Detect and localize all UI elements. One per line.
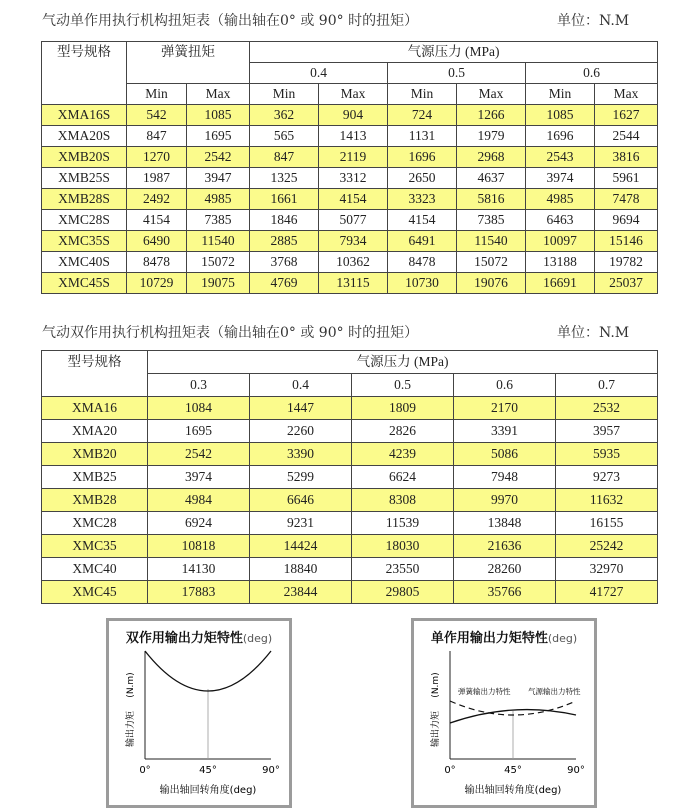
- torque-value-cell: 3947: [187, 168, 250, 189]
- header-min: Min: [127, 84, 187, 105]
- x-axis-label: 输出轴回转角度(deg): [464, 785, 562, 796]
- table2-caption: 气动双作用执行机构扭矩表（输出轴在0° 或 90° 时的扭矩）: [42, 325, 419, 341]
- model-cell: XMB25: [42, 466, 148, 489]
- y-axis-unit: (N.m): [431, 672, 441, 698]
- model-cell: XMC35S: [42, 231, 127, 252]
- torque-value-cell: 7385: [457, 210, 526, 231]
- torque-value-cell: 1846: [250, 210, 319, 231]
- torque-value-cell: 362: [250, 105, 319, 126]
- torque-value-cell: 3390: [250, 443, 352, 466]
- torque-value-cell: 5299: [250, 466, 352, 489]
- torque-value-cell: 6624: [352, 466, 454, 489]
- model-cell: XMC28S: [42, 210, 127, 231]
- header-spring-torque: 弹簧扭矩: [127, 42, 250, 84]
- torque-value-cell: 9970: [454, 489, 556, 512]
- torque-value-cell: 2650: [388, 168, 457, 189]
- torque-value-cell: 1085: [187, 105, 250, 126]
- torque-value-cell: 13188: [526, 252, 595, 273]
- torque-value-cell: 19075: [187, 273, 250, 294]
- torque-value-cell: 25242: [556, 535, 658, 558]
- table-row: [42, 420, 658, 443]
- x-tick-label: 90°: [567, 765, 585, 776]
- torque-value-cell: 16155: [556, 512, 658, 535]
- model-cell: XMC35: [42, 535, 148, 558]
- y-axis-label: 输出力矩: [126, 710, 136, 748]
- torque-value-cell: 15146: [595, 231, 658, 252]
- torque-value-cell: 6646: [250, 489, 352, 512]
- chart-title-unit: (deg): [547, 632, 578, 645]
- table-row: [42, 147, 658, 168]
- table-row: [42, 231, 658, 252]
- torque-value-cell: 5961: [595, 168, 658, 189]
- x-tick-label: 90°: [262, 765, 280, 776]
- torque-value-cell: 4154: [319, 189, 388, 210]
- torque-value-cell: 1266: [457, 105, 526, 126]
- table-row: [42, 126, 658, 147]
- torque-value-cell: 14424: [250, 535, 352, 558]
- torque-value-cell: 7385: [187, 210, 250, 231]
- torque-value-cell: 3323: [388, 189, 457, 210]
- torque-value-cell: 4769: [250, 273, 319, 294]
- torque-value-cell: 5086: [454, 443, 556, 466]
- torque-value-cell: 724: [388, 105, 457, 126]
- torque-value-cell: 1695: [148, 420, 250, 443]
- torque-value-cell: 11540: [187, 231, 250, 252]
- y-axis-unit: (N.m): [126, 672, 136, 698]
- torque-value-cell: 10818: [148, 535, 250, 558]
- table-row: [42, 397, 658, 420]
- header-pressure: 0.6: [454, 374, 556, 397]
- torque-value-cell: 1987: [127, 168, 187, 189]
- torque-value-cell: 542: [127, 105, 187, 126]
- header-pressure: 0.3: [148, 374, 250, 397]
- torque-value-cell: 5935: [556, 443, 658, 466]
- torque-value-cell: 11540: [457, 231, 526, 252]
- series-air-label: 气源输出力特性: [528, 687, 581, 696]
- torque-value-cell: 3391: [454, 420, 556, 443]
- model-cell: XMB28: [42, 489, 148, 512]
- torque-value-cell: 1084: [148, 397, 250, 420]
- table-row: [42, 189, 658, 210]
- header-pressure: 0.5: [352, 374, 454, 397]
- header-min: Min: [250, 84, 319, 105]
- table-row: [42, 443, 658, 466]
- header-model: 型号规格: [42, 42, 127, 105]
- torque-value-cell: 8478: [388, 252, 457, 273]
- torque-value-cell: 41727: [556, 581, 658, 604]
- torque-value-cell: 9231: [250, 512, 352, 535]
- chart-title-text: 单作用输出力矩特性: [430, 631, 548, 646]
- torque-value-cell: 9273: [556, 466, 658, 489]
- torque-value-cell: 1979: [457, 126, 526, 147]
- table-row: [42, 535, 658, 558]
- torque-value-cell: 6491: [388, 231, 457, 252]
- torque-value-cell: 9694: [595, 210, 658, 231]
- model-cell: XMC28: [42, 512, 148, 535]
- model-cell: XMB20: [42, 443, 148, 466]
- chart-plot: [109, 621, 289, 805]
- torque-value-cell: 13115: [319, 273, 388, 294]
- header-pressure: 0.6: [526, 63, 658, 84]
- chart-plot: [414, 621, 594, 805]
- header-pressure: 0.4: [250, 374, 352, 397]
- table-row: [42, 558, 658, 581]
- torque-value-cell: 19782: [595, 252, 658, 273]
- table-row: [42, 273, 658, 294]
- torque-value-cell: 23550: [352, 558, 454, 581]
- header-max: Max: [595, 84, 658, 105]
- x-tick-label: 45°: [504, 765, 522, 776]
- torque-value-cell: 18030: [352, 535, 454, 558]
- model-cell: XMC40S: [42, 252, 127, 273]
- table-row: [42, 512, 658, 535]
- torque-value-cell: 1447: [250, 397, 352, 420]
- torque-value-cell: 6924: [148, 512, 250, 535]
- torque-value-cell: 28260: [454, 558, 556, 581]
- model-cell: XMA20S: [42, 126, 127, 147]
- torque-value-cell: 13848: [454, 512, 556, 535]
- torque-value-cell: 1325: [250, 168, 319, 189]
- torque-value-cell: 1696: [526, 126, 595, 147]
- model-cell: XMA16S: [42, 105, 127, 126]
- double-acting-torque-table: [41, 350, 658, 604]
- torque-value-cell: 4985: [526, 189, 595, 210]
- torque-value-cell: 19076: [457, 273, 526, 294]
- torque-value-cell: 1131: [388, 126, 457, 147]
- torque-value-cell: 6463: [526, 210, 595, 231]
- torque-value-cell: 8478: [127, 252, 187, 273]
- x-tick-label: 0°: [139, 765, 151, 776]
- torque-value-cell: 11539: [352, 512, 454, 535]
- single-acting-torque-table: [41, 41, 658, 294]
- x-tick-label: 45°: [199, 765, 217, 776]
- torque-value-cell: 35766: [454, 581, 556, 604]
- model-cell: XMA20: [42, 420, 148, 443]
- table-row: [42, 252, 658, 273]
- torque-value-cell: 2542: [187, 147, 250, 168]
- table-row: [42, 581, 658, 604]
- torque-value-cell: 10362: [319, 252, 388, 273]
- series-spring-label: 弹簧输出力特性: [458, 687, 511, 696]
- header-pressure: 0.7: [556, 374, 658, 397]
- torque-value-cell: 4984: [148, 489, 250, 512]
- header-pressure: 0.4: [250, 63, 388, 84]
- model-cell: XMC40: [42, 558, 148, 581]
- torque-value-cell: 1809: [352, 397, 454, 420]
- header-max: Max: [187, 84, 250, 105]
- y-axis-label: 输出力矩: [431, 710, 441, 748]
- torque-value-cell: 847: [250, 147, 319, 168]
- header-model: 型号规格: [42, 351, 148, 397]
- torque-value-cell: 565: [250, 126, 319, 147]
- table-row: [42, 489, 658, 512]
- torque-value-cell: 17883: [148, 581, 250, 604]
- single-acting-torque-chart: [411, 618, 597, 808]
- torque-value-cell: 32970: [556, 558, 658, 581]
- chart-title-text: 双作用输出力矩特性: [125, 631, 243, 646]
- torque-value-cell: 904: [319, 105, 388, 126]
- table1-unit: 单位：N.M: [557, 13, 630, 29]
- torque-value-cell: 2119: [319, 147, 388, 168]
- header-max: Max: [319, 84, 388, 105]
- model-cell: XMB20S: [42, 147, 127, 168]
- model-cell: XMC45S: [42, 273, 127, 294]
- model-cell: XMB25S: [42, 168, 127, 189]
- torque-value-cell: 4637: [457, 168, 526, 189]
- torque-value-cell: 21636: [454, 535, 556, 558]
- torque-value-cell: 1661: [250, 189, 319, 210]
- torque-value-cell: 3768: [250, 252, 319, 273]
- table-row: [42, 466, 658, 489]
- torque-value-cell: 2544: [595, 126, 658, 147]
- torque-value-cell: 15072: [457, 252, 526, 273]
- torque-value-cell: 2968: [457, 147, 526, 168]
- header-min: Min: [388, 84, 457, 105]
- torque-value-cell: 8308: [352, 489, 454, 512]
- torque-value-cell: 1696: [388, 147, 457, 168]
- chart-title-unit: (deg): [242, 632, 273, 645]
- torque-value-cell: 847: [127, 126, 187, 147]
- model-cell: XMC45: [42, 581, 148, 604]
- torque-value-cell: 10730: [388, 273, 457, 294]
- torque-value-cell: 10097: [526, 231, 595, 252]
- table2-unit: 单位：N.M: [557, 325, 630, 341]
- torque-value-cell: 3974: [526, 168, 595, 189]
- torque-value-cell: 4154: [388, 210, 457, 231]
- torque-value-cell: 1695: [187, 126, 250, 147]
- torque-value-cell: 4239: [352, 443, 454, 466]
- table1-caption: 气动单作用执行机构扭矩表（输出轴在0° 或 90° 时的扭矩）: [42, 13, 419, 29]
- x-axis-label: 输出轴回转角度(deg): [159, 785, 257, 796]
- torque-value-cell: 4985: [187, 189, 250, 210]
- torque-value-cell: 7948: [454, 466, 556, 489]
- torque-value-cell: 4154: [127, 210, 187, 231]
- torque-value-cell: 1085: [526, 105, 595, 126]
- double-acting-torque-chart: [106, 618, 292, 808]
- torque-value-cell: 1270: [127, 147, 187, 168]
- torque-value-cell: 18840: [250, 558, 352, 581]
- model-cell: XMA16: [42, 397, 148, 420]
- header-pressure: 0.5: [388, 63, 526, 84]
- torque-value-cell: 1627: [595, 105, 658, 126]
- torque-value-cell: 23844: [250, 581, 352, 604]
- torque-value-cell: 5077: [319, 210, 388, 231]
- torque-value-cell: 10729: [127, 273, 187, 294]
- model-cell: XMB28S: [42, 189, 127, 210]
- torque-value-cell: 25037: [595, 273, 658, 294]
- header-max: Max: [457, 84, 526, 105]
- torque-value-cell: 16691: [526, 273, 595, 294]
- torque-value-cell: 2543: [526, 147, 595, 168]
- torque-value-cell: 2260: [250, 420, 352, 443]
- torque-value-cell: 2532: [556, 397, 658, 420]
- torque-value-cell: 1413: [319, 126, 388, 147]
- torque-value-cell: 2885: [250, 231, 319, 252]
- table-row: [42, 105, 658, 126]
- torque-value-cell: 14130: [148, 558, 250, 581]
- torque-value-cell: 15072: [187, 252, 250, 273]
- header-air-pressure: 气源压力 (MPa): [250, 42, 658, 63]
- torque-value-cell: 29805: [352, 581, 454, 604]
- x-tick-label: 0°: [444, 765, 456, 776]
- torque-value-cell: 2542: [148, 443, 250, 466]
- torque-value-cell: 7478: [595, 189, 658, 210]
- torque-value-cell: 6490: [127, 231, 187, 252]
- torque-curve: [145, 651, 271, 691]
- torque-value-cell: 2492: [127, 189, 187, 210]
- torque-value-cell: 2170: [454, 397, 556, 420]
- torque-value-cell: 3974: [148, 466, 250, 489]
- torque-value-cell: 2826: [352, 420, 454, 443]
- header-air-pressure: 气源压力 (MPa): [148, 351, 658, 374]
- header-min: Min: [526, 84, 595, 105]
- torque-value-cell: 5816: [457, 189, 526, 210]
- torque-value-cell: 3312: [319, 168, 388, 189]
- table-row: [42, 210, 658, 231]
- torque-value-cell: 7934: [319, 231, 388, 252]
- torque-value-cell: 3957: [556, 420, 658, 443]
- torque-value-cell: 3816: [595, 147, 658, 168]
- table-row: [42, 168, 658, 189]
- torque-value-cell: 11632: [556, 489, 658, 512]
